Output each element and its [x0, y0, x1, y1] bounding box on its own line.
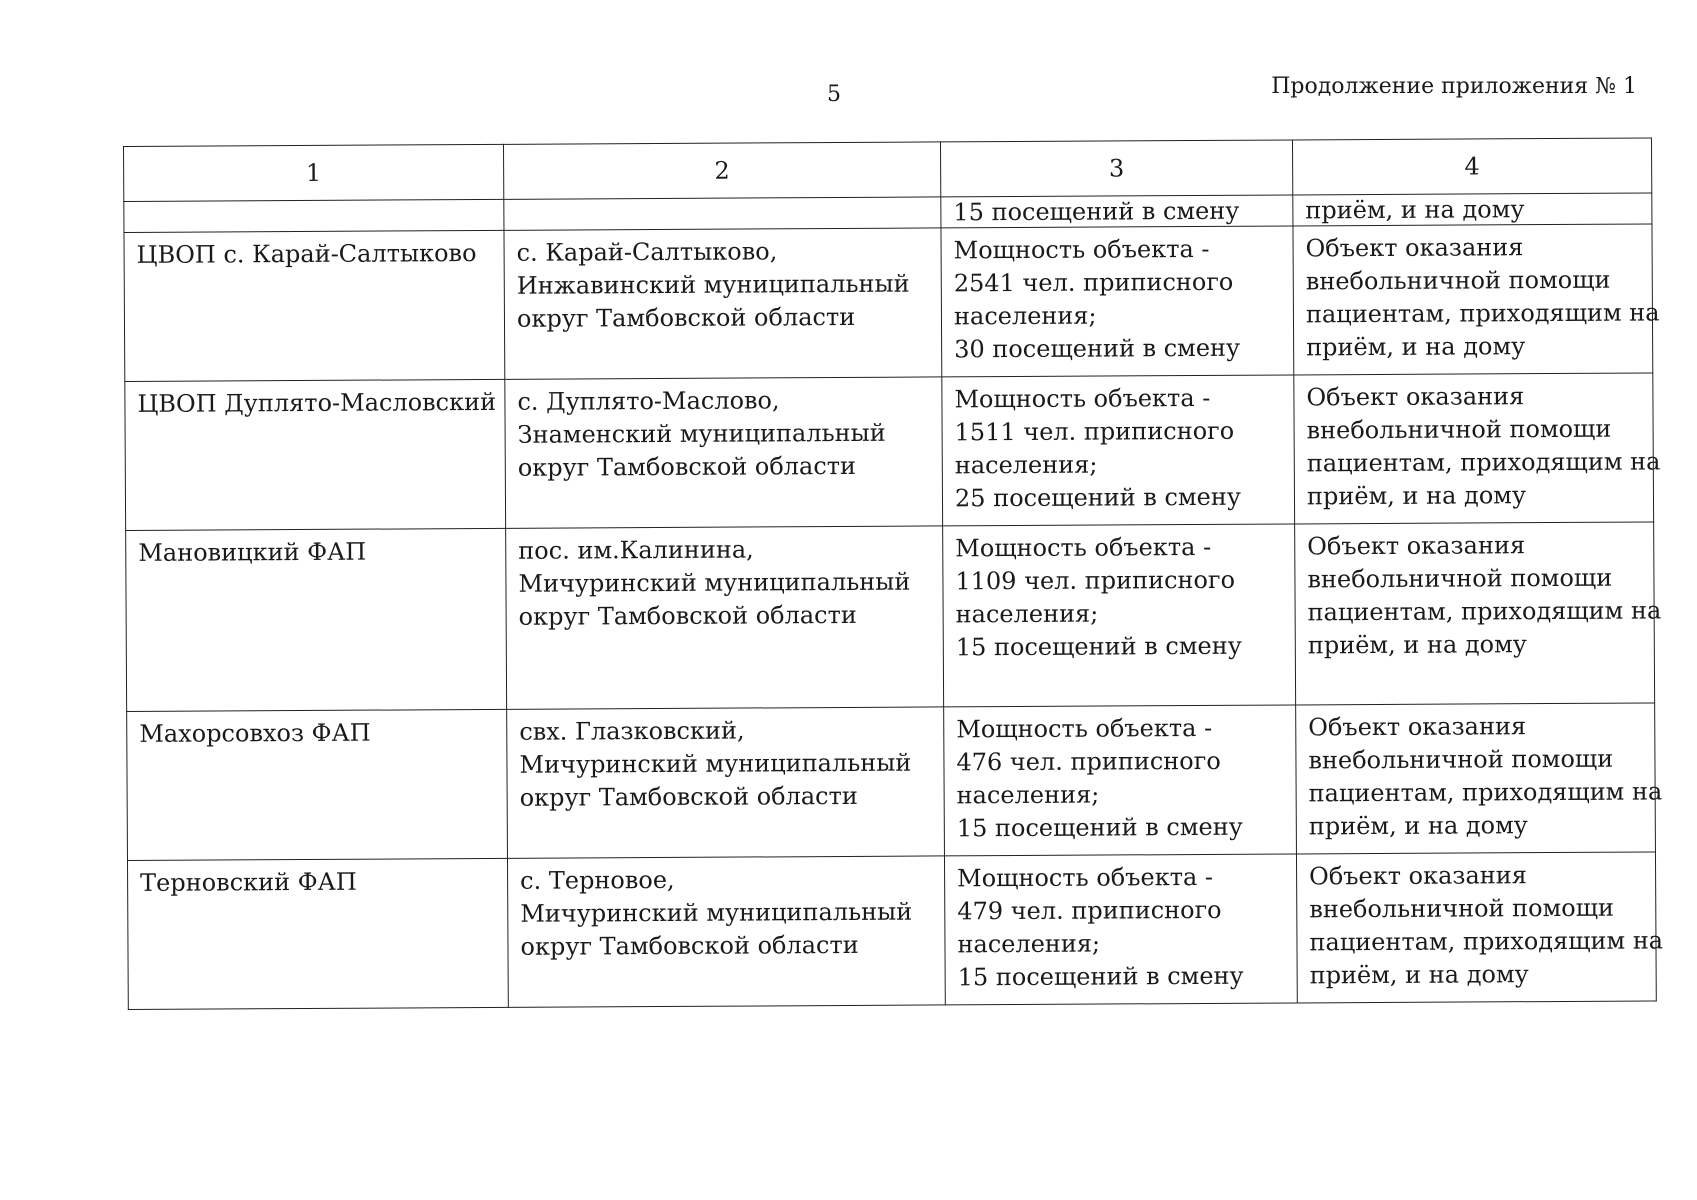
table-row	[127, 852, 1656, 1010]
column-header-3: 3	[940, 140, 1292, 197]
facility-name-cell	[124, 230, 505, 381]
facility-purpose-line: пациентам, приходящим на	[1308, 777, 1663, 808]
facility-capacity-line: 1109 чел. приписного	[955, 565, 1236, 596]
facility-name: ЦВОП с. Карай-Салтыково	[136, 239, 477, 269]
facility-capacity-line: 15 посещений в смену	[957, 961, 1244, 992]
facility-capacity-line: Мощность объекта -	[957, 862, 1214, 893]
facility-purpose-line: Объект оказания	[1307, 531, 1526, 561]
facility-capacity-line: населения;	[954, 450, 1098, 480]
facility-capacity-line: 479 чел. приписного	[957, 895, 1222, 926]
facility-address-line: пос. им.Калинина,	[518, 535, 754, 565]
facility-purpose-line: внебольничной помощи	[1305, 265, 1611, 296]
facility-address-line: с. Терновое,	[520, 865, 675, 895]
facility-purpose-line: Объект оказания	[1306, 382, 1525, 412]
facility-purpose-line: внебольничной помощи	[1307, 563, 1613, 594]
facility-purpose-cell	[1294, 373, 1661, 524]
facility-purpose-line: приём, и на дому	[1306, 332, 1526, 362]
facility-purpose-line: приём, и на дому	[1308, 811, 1528, 841]
facility-address-line: с. Карай-Салтыково,	[516, 237, 778, 267]
continuation-cell-capacity: 15 посещений в смену	[941, 195, 1293, 228]
facility-purpose-line: внебольничной помощи	[1309, 893, 1615, 924]
continuation-cell-purpose: приём, и на дому	[1293, 193, 1652, 226]
facility-name: ЦВОП Дуплято-Масловский	[137, 387, 497, 418]
facility-address-cell	[507, 856, 945, 1007]
facility-purpose-line: внебольничной помощи	[1308, 744, 1614, 775]
facility-capacity-line: 25 посещений в смену	[954, 482, 1242, 513]
facility-capacity-line: 476 чел. приписного	[956, 746, 1221, 777]
facility-capacity-cell	[942, 375, 1295, 526]
facility-address-line: округ Тамбовской области	[519, 781, 858, 812]
facility-name: Мановицкий ФАП	[138, 537, 367, 567]
facility-name-cell	[126, 528, 507, 711]
facility-purpose-line: Объект оказания	[1309, 861, 1527, 891]
facility-capacity-cell	[941, 226, 1294, 377]
table-header-row	[124, 138, 1652, 202]
facility-purpose-line: Объект оказания	[1308, 712, 1527, 742]
facility-name-cell	[127, 709, 508, 860]
facility-capacity-line: 2541 чел. приписного	[953, 267, 1234, 298]
facility-capacity-line: Мощность объекта -	[956, 713, 1213, 744]
facility-capacity-cell	[943, 524, 1296, 707]
facility-capacity-line: населения;	[956, 780, 1100, 810]
facility-capacity-cell	[944, 705, 1297, 856]
continuation-cell-address	[504, 197, 941, 230]
facility-purpose-line: приём, и на дому	[1306, 481, 1527, 511]
facility-address-line: свх. Глазковский,	[519, 716, 745, 746]
facility-address-line: Инжавинский муниципальный	[516, 269, 910, 300]
facility-capacity-line: населения;	[955, 599, 1099, 629]
facility-purpose-cell	[1293, 224, 1660, 375]
facility-address-cell	[507, 707, 945, 858]
table-row	[127, 703, 1656, 861]
column-header-4: 4	[1292, 138, 1651, 195]
facility-name-cell	[127, 858, 508, 1009]
facility-purpose-line: пациентам, приходящим на	[1307, 596, 1662, 627]
facility-purpose-line: Объект оказания	[1305, 233, 1524, 263]
facility-purpose-line: внебольничной помощи	[1306, 414, 1612, 445]
facilities-table	[123, 137, 1664, 1010]
facility-address-line: округ Тамбовской области	[518, 600, 857, 631]
facility-purpose-line: приём, и на дому	[1307, 630, 1527, 660]
facility-purpose-cell	[1296, 852, 1664, 1003]
appendix-continuation-note: Продолжение приложения № 1	[1271, 74, 1637, 99]
facility-name: Махорсовхоз ФАП	[139, 718, 371, 748]
facility-purpose-line: пациентам, приходящим на	[1306, 447, 1661, 478]
facility-purpose-line: приём, и на дому	[1309, 960, 1529, 990]
facility-purpose-line: пациентам, приходящим на	[1305, 298, 1660, 329]
facility-purpose-cell	[1296, 703, 1663, 854]
facility-address-line: Мичуринский муниципальный	[520, 897, 913, 928]
facility-capacity-line: Мощность объекта -	[954, 383, 1211, 414]
facility-capacity-line: 30 посещений в смену	[954, 333, 1241, 364]
facility-address-line: Мичуринский муниципальный	[519, 748, 912, 779]
facility-capacity-line: 15 посещений в смену	[955, 631, 1242, 662]
facility-address-line: Мичуринский муниципальный	[518, 567, 911, 598]
facility-name: Терновский ФАП	[140, 867, 357, 897]
page-number: 5	[827, 82, 841, 107]
facility-address-cell	[504, 228, 942, 379]
facility-capacity-cell	[944, 854, 1297, 1005]
table-row	[126, 522, 1655, 712]
column-header-1: 1	[124, 144, 504, 201]
facility-purpose-line: пациентам, приходящим на	[1309, 926, 1664, 957]
table-row	[124, 224, 1653, 382]
continuation-cell-name	[124, 199, 504, 232]
facility-address-line: Знаменский муниципальный	[517, 418, 886, 449]
facility-capacity-line: Мощность объекта -	[955, 532, 1212, 563]
facility-address-line: округ Тамбовской области	[520, 930, 859, 961]
facility-address-line: округ Тамбовской области	[517, 451, 857, 482]
facility-capacity-line: Мощность объекта -	[953, 234, 1210, 265]
facility-address-line: округ Тамбовской области	[516, 302, 856, 333]
facility-purpose-cell	[1295, 522, 1662, 705]
facility-name-cell	[125, 379, 506, 530]
facility-capacity-line: населения;	[953, 301, 1097, 331]
facility-address-line: с. Дуплято-Маслово,	[517, 386, 780, 416]
facility-address-cell	[506, 526, 944, 709]
facility-capacity-line: 15 посещений в смену	[956, 812, 1243, 843]
facility-address-cell	[505, 377, 943, 528]
table-row	[125, 373, 1654, 531]
facility-capacity-line: населения;	[957, 929, 1101, 959]
column-header-2: 2	[503, 142, 940, 199]
facility-capacity-line: 1511 чел. приписного	[954, 416, 1235, 447]
